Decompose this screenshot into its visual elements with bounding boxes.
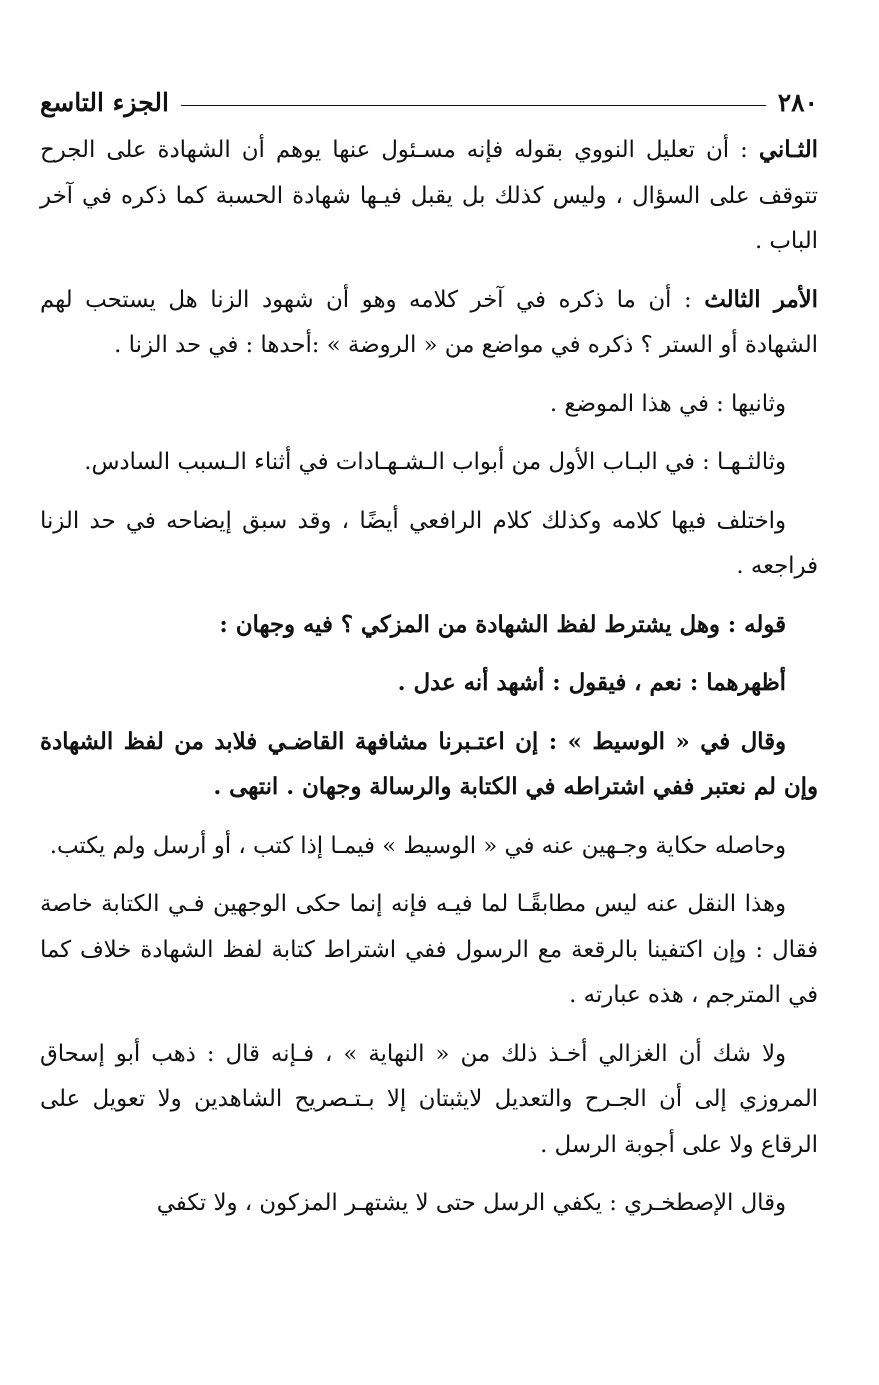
paragraph: ولا شك أن الغزالي أخـذ ذلك من « النهاية » ، فـإنه قال : ذهب أبو إسحاق المروزي إلى أن الجـرح والتعديل لايثبتان إلا بـتـصريح الشاهدين ولا تعويل على الرقاع ولا على أجوبة الرسل .: [40, 1040, 818, 1158]
paragraph: [40, 128, 818, 265]
running-header: [40, 80, 818, 124]
chapter-title: الجزء التاسع: [40, 87, 169, 117]
header-rule: [181, 105, 766, 106]
paragraph: وحاصله حكاية وجـهين عنه في « الوسيط » فيمـا إذا كتب ، أو أرسل ولم يكتب.: [49, 832, 786, 859]
quoted-heading: قوله : وهل يشترط لفظ الشهادة من المزكي ؟ فيه وجهان :: [219, 611, 786, 638]
quoted-heading: أظهرهما : نعم ، فيقول : أشهد أنه عدل .: [397, 670, 786, 696]
paragraph: واختلف فيها كلامه وكذلك كلام الرافعي أيضًا ، وقد سبق إيضاحه في حد الزنا فراجعه .: [40, 507, 818, 579]
paragraph-text: : أن ما ذكره في آخر كلامه وهو أن شهود الزنا هل يستحب لهم الشهادة أو الستر ؟ ذكره في مواضع من « الروضة » :أحدها : في حد الزنا .: [40, 286, 818, 358]
page-body: [40, 128, 818, 1227]
page-number: ٢٨٠: [777, 87, 818, 117]
paragraph-lead: الأمر الثالث: [704, 286, 818, 313]
paragraph: وثالثـهـا : في البـاب الأول من أبواب الـشـهـادات في أثناء الـسبب السادس.: [84, 449, 786, 475]
paragraph: وقال الإصطخـري : يكفي الرسل حتى لا يشتهـر المزكون ، ولا تكفي: [156, 1190, 786, 1216]
paragraph: وثانيها : في هذا الموضع .: [549, 390, 786, 417]
paragraph: وهذا النقل عنه ليس مطابقًـا لما فيـه فإنه إنما حكى الوجهين فـي الكتابة خاصة فقال : وإن اكتفينا بالرقعة مع الرسول ففي اشتراط كتابة لفظ الشهادة خلاف كما في المترجم ، هذه عبارته .: [40, 891, 818, 1008]
paragraph-lead: الثـاني: [758, 137, 818, 163]
book-page: [40, 80, 818, 1240]
paragraph-text: : أن تعليل النووي بقوله فإنه مسـئول عنها يوهم أن الشهادة على الجرح تتوقف على السؤال ، وليس كذلك بل يقبل فيـها شهادة الحسبة كما ذكره في آخر الباب .: [40, 137, 818, 254]
quoted-paragraph: وقال في « الوسيط » : إن اعتـبرنا مشافهة القاضـي فلابد من لفظ الشهادة وإن لم نعتبر ففي اشتراطه في الكتابة والرسالة وجهان . انتهى .: [40, 728, 818, 800]
paragraph: [40, 278, 818, 369]
